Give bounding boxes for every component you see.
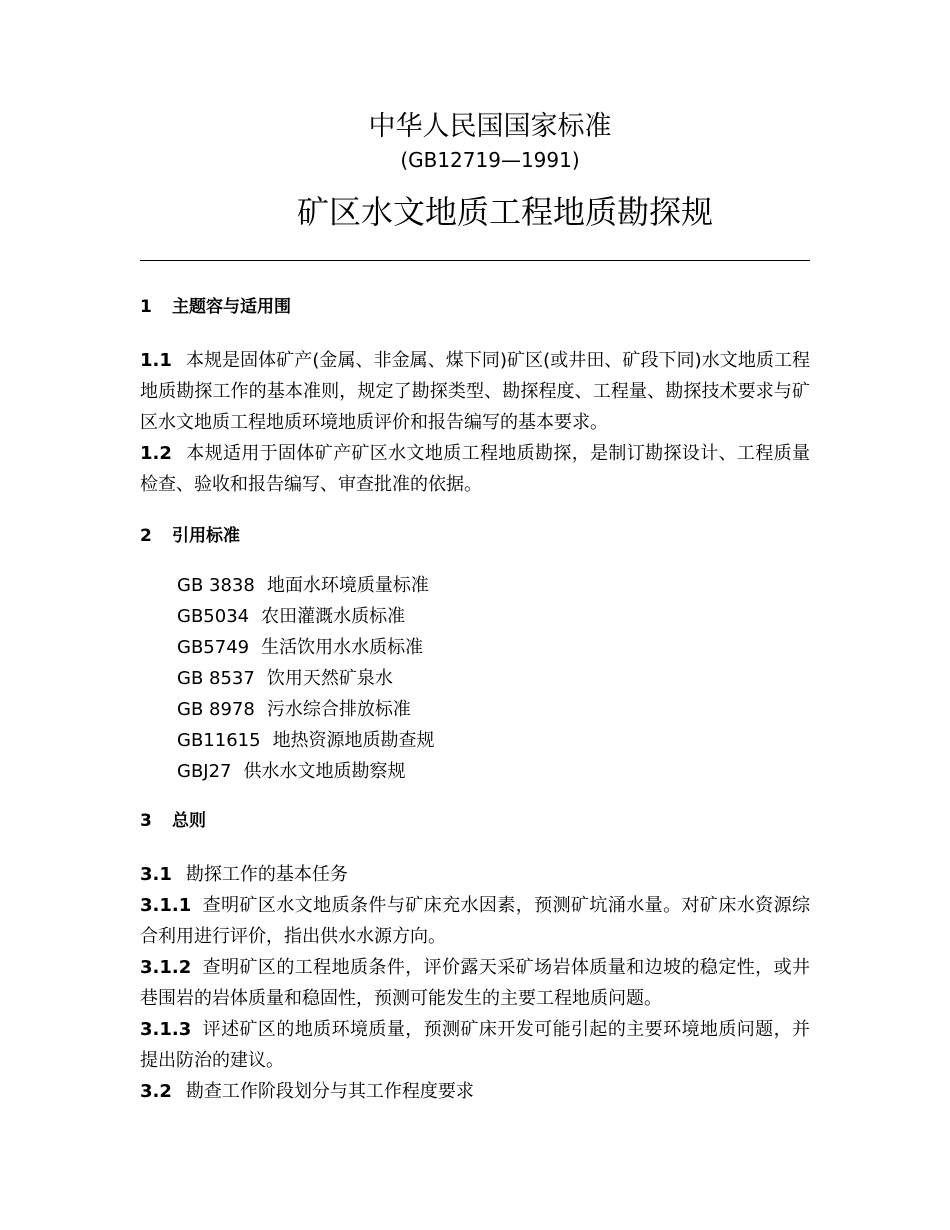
clause-number: 1.1 xyxy=(140,350,172,371)
clause-text: 查明矿区的工程地质条件，评价露天采矿场岩体质量和边坡的稳定性，或井巷围岩的岩体质量和稳固性，预测可能发生的主要工程地质问题。 xyxy=(140,957,810,1009)
clause-text: 本规是固体矿产(金属、非金属、煤下同)矿区(或井田、矿段下同)水文地质工程地质勘探工作的基本准则，规定了勘探类型、勘探程度、工程量、勘探技术要求与矿区水文地质工程地质环境地质评价和报告编写的基本要求。 xyxy=(140,350,810,433)
list-item xyxy=(177,632,810,663)
document-header xyxy=(140,0,810,234)
clause-text: 本规适用于固体矿产矿区水文地质工程地质勘探，是制订勘探设计、工程质量检查、验收和报告编写、审查批准的依据。 xyxy=(140,443,810,495)
list-item xyxy=(177,570,810,601)
list-item xyxy=(177,694,810,725)
paragraph-3-2 xyxy=(140,1076,810,1107)
paragraph-3-1 xyxy=(140,859,810,890)
document-title: 矿区水文地质工程地质勘探规 xyxy=(296,193,713,231)
document-page xyxy=(140,0,810,1107)
standard-code: (GB12719—1991) xyxy=(400,148,580,172)
section-1-heading xyxy=(140,293,810,321)
standard-name: 饮用天然矿泉水 xyxy=(266,668,393,689)
section-number: 2 xyxy=(140,526,152,546)
standard-code: GBJ27 xyxy=(177,761,232,782)
paragraph-3-1-1 xyxy=(140,890,810,952)
clause-text: 查明矿区水文地质条件与矿床充水因素，预测矿坑涌水量。对矿床水资源综合利用进行评价，指出供水水源方向。 xyxy=(140,895,810,947)
paragraph-3-1-2 xyxy=(140,952,810,1014)
clause-text: 评述矿区的地质环境质量，预测矿床开发可能引起的主要环境地质问题，并提出防治的建议。 xyxy=(140,1019,810,1071)
section-number: 1 xyxy=(140,297,152,317)
standard-name: 地热资源地质勘查规 xyxy=(272,730,435,751)
section-title: 引用标准 xyxy=(172,526,240,546)
section-3-heading xyxy=(140,807,810,835)
standard-code: GB11615 xyxy=(177,730,261,751)
section-title: 总则 xyxy=(172,811,206,831)
standard-code: GB5034 xyxy=(177,606,250,627)
list-item xyxy=(177,601,810,632)
org-title: 中华人民国国家标准 xyxy=(368,111,612,142)
list-item xyxy=(177,663,810,694)
section-number: 3 xyxy=(140,811,152,831)
paragraph-3-1-3 xyxy=(140,1014,810,1076)
header-divider xyxy=(140,260,810,261)
standard-name: 农田灌溉水质标准 xyxy=(261,606,406,627)
clause-number: 3.1 xyxy=(140,864,172,885)
clause-number: 3.1.2 xyxy=(140,957,192,978)
clause-number: 3.1.1 xyxy=(140,895,192,916)
clause-number: 1.2 xyxy=(140,443,172,464)
reference-standards-list xyxy=(177,570,810,787)
section-2-heading xyxy=(140,522,810,550)
standard-code: GB 8537 xyxy=(177,668,255,689)
clause-number: 3.1.3 xyxy=(140,1019,192,1040)
standard-code: GB 3838 xyxy=(177,575,255,596)
standard-name: 供水水文地质勘察规 xyxy=(243,761,406,782)
clause-text: 勘探工作的基本任务 xyxy=(185,864,348,885)
standard-name: 生活饮用水水质标准 xyxy=(261,637,424,658)
clause-number: 3.2 xyxy=(140,1081,172,1102)
section-title: 主题容与适用围 xyxy=(172,297,291,317)
paragraph-1-1 xyxy=(140,345,810,438)
paragraph-1-2 xyxy=(140,438,810,500)
standard-code: GB5749 xyxy=(177,637,250,658)
list-item xyxy=(177,756,810,787)
standard-name: 地面水环境质量标准 xyxy=(266,575,429,596)
clause-text: 勘查工作阶段划分与其工作程度要求 xyxy=(185,1081,474,1102)
standard-name: 污水综合排放标准 xyxy=(266,699,411,720)
standard-code: GB 8978 xyxy=(177,699,255,720)
list-item xyxy=(177,725,810,756)
